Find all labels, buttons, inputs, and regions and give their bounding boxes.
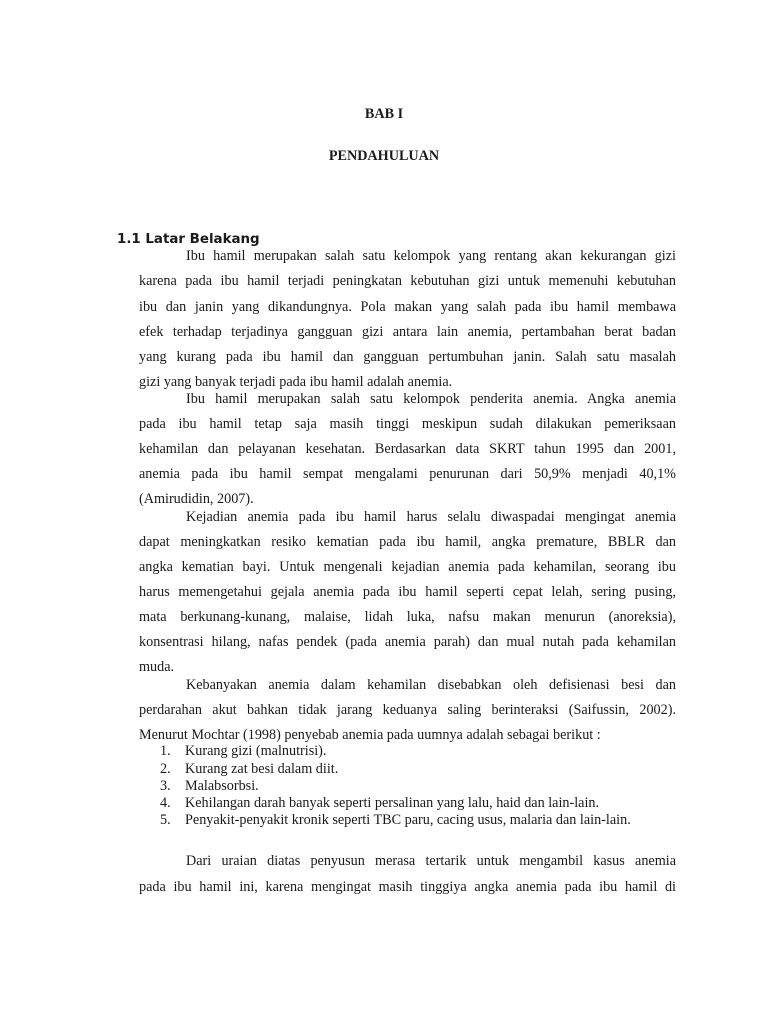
body-line: perdarahan akut bahkan tidak jarang keduanya saling berinteraksi (Saifussin, 2002). [139,702,676,718]
list-number: 2. [160,761,171,777]
body-line: Ibu hamil merupakan salah satu kelompok yang rentang akan kekurangan gizi [186,248,676,264]
body-line: konsentrasi hilang, nafas pendek (pada anemia parah) dan mual nutah pada kehamilan [139,634,676,650]
chapter-number: BAB I [364,106,404,122]
body-line: angka kematian bayi. Untuk mengenali kejadian anemia pada kehamilan, seorang ibu [139,559,676,575]
body-line: muda. [139,659,175,675]
list-item [160,761,338,777]
body-line: Kejadian anemia pada ibu hamil harus selalu diwaspadai mengingat anemia [186,509,676,525]
list-text: Kurang gizi (malnutrisi). [185,743,327,759]
body-line: yang kurang pada ibu hamil dan gangguan pertumbuhan janin. Salah satu masalah [139,349,676,365]
body-line: ibu dan janin yang dikandungnya. Pola makan yang salah pada ibu hamil membawa [139,299,676,315]
list-item [160,743,326,759]
section-heading: 1.1 Latar Belakang [117,232,260,247]
list-text: Penyakit-penyakit kronik seperti TBC paru, cacing usus, malaria dan lain-lain. [185,812,631,828]
body-line: karena pada ibu hamil terjadi peningkatan kebutuhan gizi untuk memenuhi kebutuhan [139,273,676,289]
body-line: (Amirudidin, 2007). [139,491,254,507]
list-number: 5. [160,812,171,828]
list-text: Kehilangan darah banyak seperti persalinan yang lalu, haid dan lain-lain. [185,795,600,811]
list-number: 4. [160,795,171,811]
body-line: efek terhadap terjadinya gangguan gizi antara lain anemia, pertambahan berat badan [139,324,676,340]
body-line: kehamilan dan pelayanan kesehatan. Berdasarkan data SKRT tahun 1995 dan 2001, [139,441,676,457]
list-number: 3. [160,778,171,794]
body-line: Kebanyakan anemia dalam kehamilan disebabkan oleh defisienasi besi dan [186,677,676,693]
body-line: Ibu hamil merupakan salah satu kelompok penderita anemia. Angka anemia [186,391,676,407]
list-text: Kurang zat besi dalam diit. [185,761,339,777]
body-line: anemia pada ibu hamil sempat mengalami penurunan dari 50,9% menjadi 40,1% [139,466,676,482]
body-line: pada ibu hamil ini, karena mengingat masih tinggiya angka anemia pada ibu hamil di [139,879,676,895]
body-line: dapat meningkatkan resiko kematian pada ibu hamil, angka premature, BBLR dan [139,534,676,550]
chapter-title: PENDAHULUAN [328,148,440,164]
list-number: 1. [160,743,171,759]
body-line: Dari uraian diatas penyusun merasa tertarik untuk mengambil kasus anemia [186,853,676,869]
body-line: pada ibu hamil tetap saja masih tinggi meskipun sudah dilakukan pemeriksaan [139,416,676,432]
list-item [160,812,631,828]
list-text: Malabsorbsi. [185,778,259,794]
list-item [160,795,599,811]
body-line: gizi yang banyak terjadi pada ibu hamil adalah anemia. [139,374,453,390]
body-line: harus memengetahui gejala anemia pada ibu hamil seperti cepat lelah, sering pusing, [139,584,676,600]
list-item [160,778,259,794]
body-line: Menurut Mochtar (1998) penyebab anemia pada uumnya adalah sebagai berikut : [139,727,601,743]
body-line: mata berkunang-kunang, malaise, lidah luka, nafsu makan menurun (anoreksia), [139,609,676,625]
